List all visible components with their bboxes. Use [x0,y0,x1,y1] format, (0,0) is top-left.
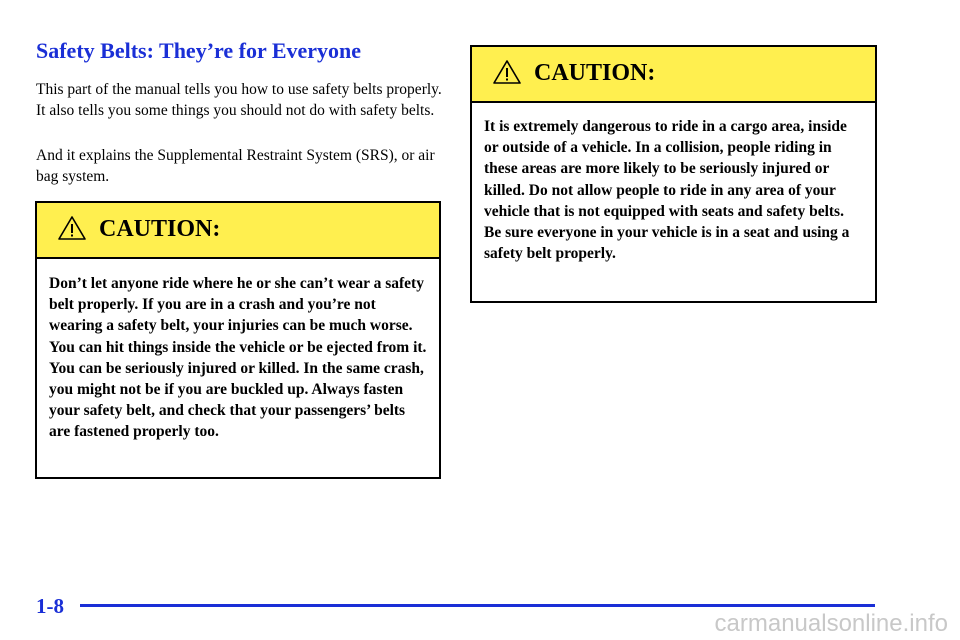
page-title: Safety Belts: They’re for Everyone [36,38,362,63]
caution-text: Don’t let anyone ride where he or she can’t wear a safety belt properly. If you are in a crash and you’re not wearing a safety belt, your injuries can be much worse. You can hit things inside the vehicle or be ejected from it. You can be seriously injured or killed. In the same crash, you might not be if you are buckled up. Always fasten your safety belt, and check that your passengers’ belts are fastened properly too. [49,275,427,441]
intro-paragraph: This part of the manual tells you how to use safety belts properly. It also tells you some things you should not do with safety belts. [36,81,442,119]
footer-divider [80,604,875,607]
caution-box-belts [35,201,441,479]
page-number: 1-8 [36,594,64,618]
caution-header [472,47,875,103]
caution-header [37,203,439,259]
warning-triangle-icon [57,215,87,241]
caution-label: CAUTION: [534,60,656,86]
caution-box-cargo [470,45,877,303]
srs-paragraph: And it explains the Supplemental Restraint System (SRS), or air bag system. [36,147,435,185]
watermark: carmanualsonline.info [714,610,948,637]
caution-label: CAUTION: [99,216,221,242]
caution-text: It is extremely dangerous to ride in a cargo area, inside or outside of a vehicle. In a collision, people riding in these areas are more likely to be seriously injured or killed. Do not allow people to ride in any area of your vehicle that is not equipped with seats and safety belts. Be sure everyone in your vehicle is in a seat and using a safety belt properly. [484,118,850,263]
warning-triangle-icon [492,59,522,85]
